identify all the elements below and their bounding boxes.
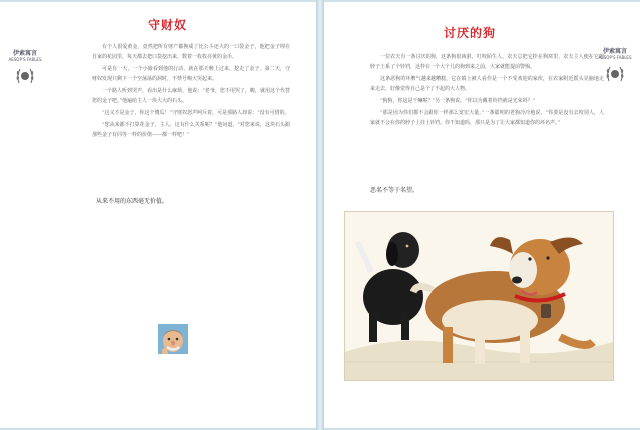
series-name-cn: 伊索寓言 — [12, 50, 37, 57]
story-paragraph: “那是因为你们都不会跟你一样那么宽宏大量。”一条聪明的老狗冷冷地说，“你要是没有去咬别人，人家就不会在你的脖子上挂上铃铛。你不知道吗，那只是为了让大家都知道你的坏名声。” — [370, 110, 604, 126]
left-page-title: 守财奴 — [148, 18, 188, 32]
story-paragraph: 一个路人听到哭声，看出是什么麻烦，他说：“老爷，您不用哭了，嗨，就用这个代替您的金子吧。”他遍给主人一块大大的石头。 — [92, 88, 290, 104]
story-paragraph: 有个人很爱黄金，竟然把所有财产都换成了比公斗还大的一口袋金子，他把金子埋在自家的花园里，每天都去把口袋挖出来，数着一枚枚亮黄的金币。 — [92, 44, 290, 60]
left-page — [0, 2, 316, 428]
story-paragraph: 一位农夫有一条讨厌的狗，这条狗很凶狠，叮咬陌生人，农夫总把它拴在狗窝里，农夫主人便在它的脖子上系了个铃铛，这样在一个大个儿的狗到来之前，大家就能提前警惕。 — [370, 54, 604, 70]
story-paragraph: “这又不是金子，你这个傻瓜！”守财奴怒声呵斥着，可是那路人却说：“没有可惜的。 — [102, 110, 290, 116]
series-name-en: AESOP'S FABLES — [598, 55, 632, 60]
book-gutter — [316, 0, 324, 430]
story-paragraph: 可是有一天，一个小偷看到他的行动，就在那天晚上过来，挖走了金子。第二天，守财奴发现只剩下一个空荡荡的洞时，不禁号啕大哭起来。 — [92, 66, 290, 82]
two-dogs-illustration — [344, 211, 614, 381]
story-paragraph: 这条恶狗的坏脾气越来越糟糕，它在镇上被人看作是一个不受欢迎的家伙，在农家附近摇头晃脑地走来走去，好像觉得自己是个了不起的大人物。 — [370, 76, 604, 92]
left-series-badge — [4, 48, 46, 87]
laurel-page-number-icon — [14, 65, 36, 87]
series-name-en: AESOP'S FABLES — [8, 57, 42, 62]
laurel-page-number-icon — [604, 63, 626, 85]
story-paragraph: “狗狗，你这是干嘛呢？”另一条狗说，“你以为戴着铃铛就是光荣吗？” — [380, 98, 536, 104]
right-story-text — [370, 52, 604, 130]
right-moral: 恶名不等于名望。 — [370, 187, 419, 194]
story-paragraph: “您从来都不打算花金子，主人，这有什么关系呢？”他问道，“对您来说，这块石头跟那些金子有同等一样的价值——都一样吧！” — [92, 122, 290, 138]
old-man-portrait-icon — [158, 324, 188, 354]
left-story-text — [92, 42, 290, 142]
series-name-cn: 伊索寓言 — [602, 48, 627, 55]
left-moral: 从来不用的东西毫无价值。 — [96, 198, 169, 205]
right-page-title: 讨厌的狗 — [444, 26, 497, 40]
